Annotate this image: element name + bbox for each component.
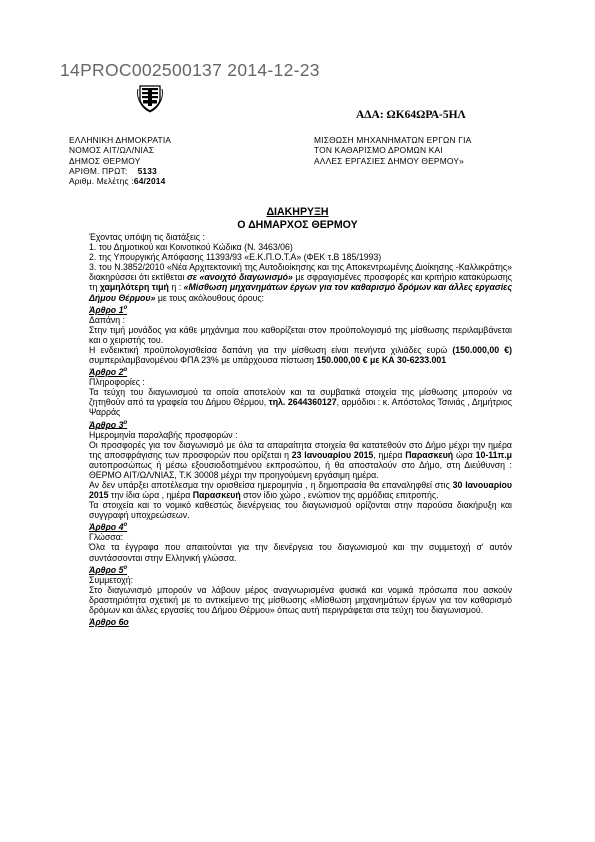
issuer-line: ΕΛΛΗΝΙΚΗ ΔΗΜΟΚΡΑΤΙΑ — [69, 135, 172, 145]
subject-line: ΜΙΣΘΩΣΗ ΜΗΧΑΝΗΜΑΤΩΝ ΕΡΓΩΝ ΓΙΑ — [314, 135, 472, 145]
protocol-number: ΑΡΙΘΜ. ΠΡΩΤ: 5133 — [69, 165, 158, 176]
article-3-subheading: Ημερομηνία παραλαβής προσφορών : — [89, 429, 238, 440]
law-reference-1: 1. του Δημοτικού και Κοινοτικού Κώδικα (Ν. 3463/06) — [89, 242, 293, 253]
article-heading-2: Άρθρο $2^o$ — [89, 367, 128, 378]
greek-coat-of-arms-icon — [137, 83, 163, 113]
article-heading-6: Άρθρο 6ο — [89, 616, 129, 627]
document-body — [89, 232, 512, 627]
article-5-paragraph: Στο διαγωνισμό μπορούν να λάβουν μέρος αναγνωρισμένα φυσικά και νομικά πρόσωπα που ασκούν δραστηριότητα σχετική με το αντικείμενο της μίσθωσης «Μίσθωση μηχανημάτων έργων για τον καθαρισμό δρόμων και άλλες εργασίες του Δήμου Θέρμου» όπως αυτή περιγράφεται στα τεύχη του διαγωνισμού. — [89, 584, 512, 615]
article-1-paragraph: Στην τιμή μονάδος για κάθε μηχάνημα που καθορίζεται στον προϋπολογισμό της μίσθωσης περιλαμβάνεται και ο χειριστής του. — [89, 324, 512, 345]
subject-line: ΑΛΛΕΣ ΕΡΓΑΣΙΕΣ ΔΗΜΟΥ ΘΕΡΜΟΥ» — [314, 155, 464, 166]
article-3-paragraph-3: Τα στοιχεία και το νομικό καθεστώς διενέργειας του διαγωνισμού ορίζονται στην παρούσα διακήρυξη και συγγραφή υποχρεώσεων. — [89, 500, 512, 521]
issuer-line: ΔΗΜΟΣ ΘΕΡΜΟΥ — [69, 155, 141, 166]
article-3-paragraph-1: Οι προσφορές για τον διαγωνισμό με όλα τα απαραίτητα στοιχεία θα κατατεθούν στο Δήμο μέχρι την ημέρα της αποσφράγισης των προσφορών που ορίζεται η 23 Ιανουαρίου 2015, ημέρα Παρασκευή ώρα 10-11π.μ αυτοπροσώπως ή μέσω εξουσιοδοτημένου εκπροσώπου, ή θα αποσταλούν στο Δήμο, στη Διεύθυνση : ΘΕΡΜΟ ΑΙΤ/ΩΛ/ΝΙΑΣ, Τ.Κ 30008 μέχρι την προηγούμενη εργάσιμη ημέρα. — [89, 439, 512, 480]
study-number: Αριθμ. Μελέτης :64/2014 — [69, 176, 166, 187]
article-2-subheading: Πληροφορίες : — [89, 377, 145, 388]
article-heading-3: Άρθρο $3^o$ — [89, 419, 128, 430]
document-subtitle: Ο ΔΗΜΑΡΧΟΣ ΘΕΡΜΟΥ — [237, 219, 358, 231]
article-1-budget: Η ενδεικτική προϋπολογισθείσα δαπάνη για την μίσθωση είναι πενήντα χιλιάδες ευρώ (150.000,00 €) συμπεριλαμβανομένου ΦΠΑ 23% με υπάρχουσα πίστωση 150.000,00 € με ΚΑ 30-6233.001 — [89, 344, 512, 366]
article-2-paragraph: Τα τεύχη του διαγωνισμού τα οποία αποτελούν και τα συμβατικά στοιχεία της μίσθωσης μπορούν να ζητηθούν από τα γραφεία του Δήμου Θέρμου, τηλ. 2644360127, αρμόδιοι : κ. Απόστολος Τσινιάς , Δημήτριος Ψαρράς — [89, 387, 512, 418]
article-1-subheading: Δαπάνη : — [89, 314, 125, 325]
article-4-paragraph: Όλα τα έγγραφα που απαιτούνται για την διενέργεια του διαγωνισμού και την συμμετοχή σ' αυτόν συντάσσονται στην Ελληνική γλώσσα. — [89, 542, 512, 563]
issuer-block — [69, 135, 171, 186]
article-heading-1: Άρθρο $1^o$ — [89, 304, 128, 315]
subject-block — [314, 135, 471, 166]
law-reference-3: 3. του Ν.3852/2010 «Νέα Αρχιτεκτονική της Αυτοδιοίκησης και της Αποκεντρωμένης Διοίκησης -Καλλικράτης» διακηρύσσει ότι εκτίθεται σε «ανοιχτό διαγωνισμό» με σφραγισμένες προσφορές και κριτήριο κατακύρωσης τη χαμηλότερη τιμή η : «Μίσθωση μηχανημάτων έργων για τον καθαρισμό δρόμων και άλλες εργασίες Δήμου Θέρμου» με τους ακόλουθους όρους: — [89, 262, 512, 303]
ada-code: ΑΔΑ: ΩΚ64ΩΡΑ-5ΗΛ — [356, 109, 466, 121]
subject-line: ΤΟΝ ΚΑΘΑΡΙΣΜΟ ΔΡΟΜΩΝ ΚΑΙ — [314, 145, 443, 156]
article-heading-4: Άρθρο $4^o$ — [89, 522, 128, 533]
article-4-subheading: Γλώσσα: — [89, 532, 124, 543]
article-heading-5: Άρθρο $5^o$ — [89, 564, 128, 575]
document-id-stamp: 14PROC002500137 2014-12-23 — [60, 60, 320, 80]
article-5-subheading: Συμμετοχή: — [89, 574, 134, 585]
intro-line: Έχοντας υπόψη τις διατάξεις : — [89, 232, 205, 242]
document-title: ΔΙΑΚΗΡΥΞΗ — [266, 206, 329, 218]
article-3-paragraph-2: Αν δεν υπάρξει αποτέλεσμα την ορισθείσα ημερομηνία , η δημοπρασία θα επαναληφθεί στις 30 Ιανουαρίου 2015 την ίδια ώρα , ημέρα Παρασκευή στον ίδιο χώρο , ενώπιον της αρμόδιας επιτροπής. — [89, 479, 512, 501]
law-reference-2: 2. της Υπουργικής Απόφασης 11393/93 «Ε.Κ.Π.Ο.Τ.Α» (ΦΕΚ τ.Β 185/1993) — [89, 252, 382, 263]
issuer-line: ΝΟΜΟΣ ΑΙΤ/ΩΛ/ΝΙΑΣ — [69, 145, 155, 156]
